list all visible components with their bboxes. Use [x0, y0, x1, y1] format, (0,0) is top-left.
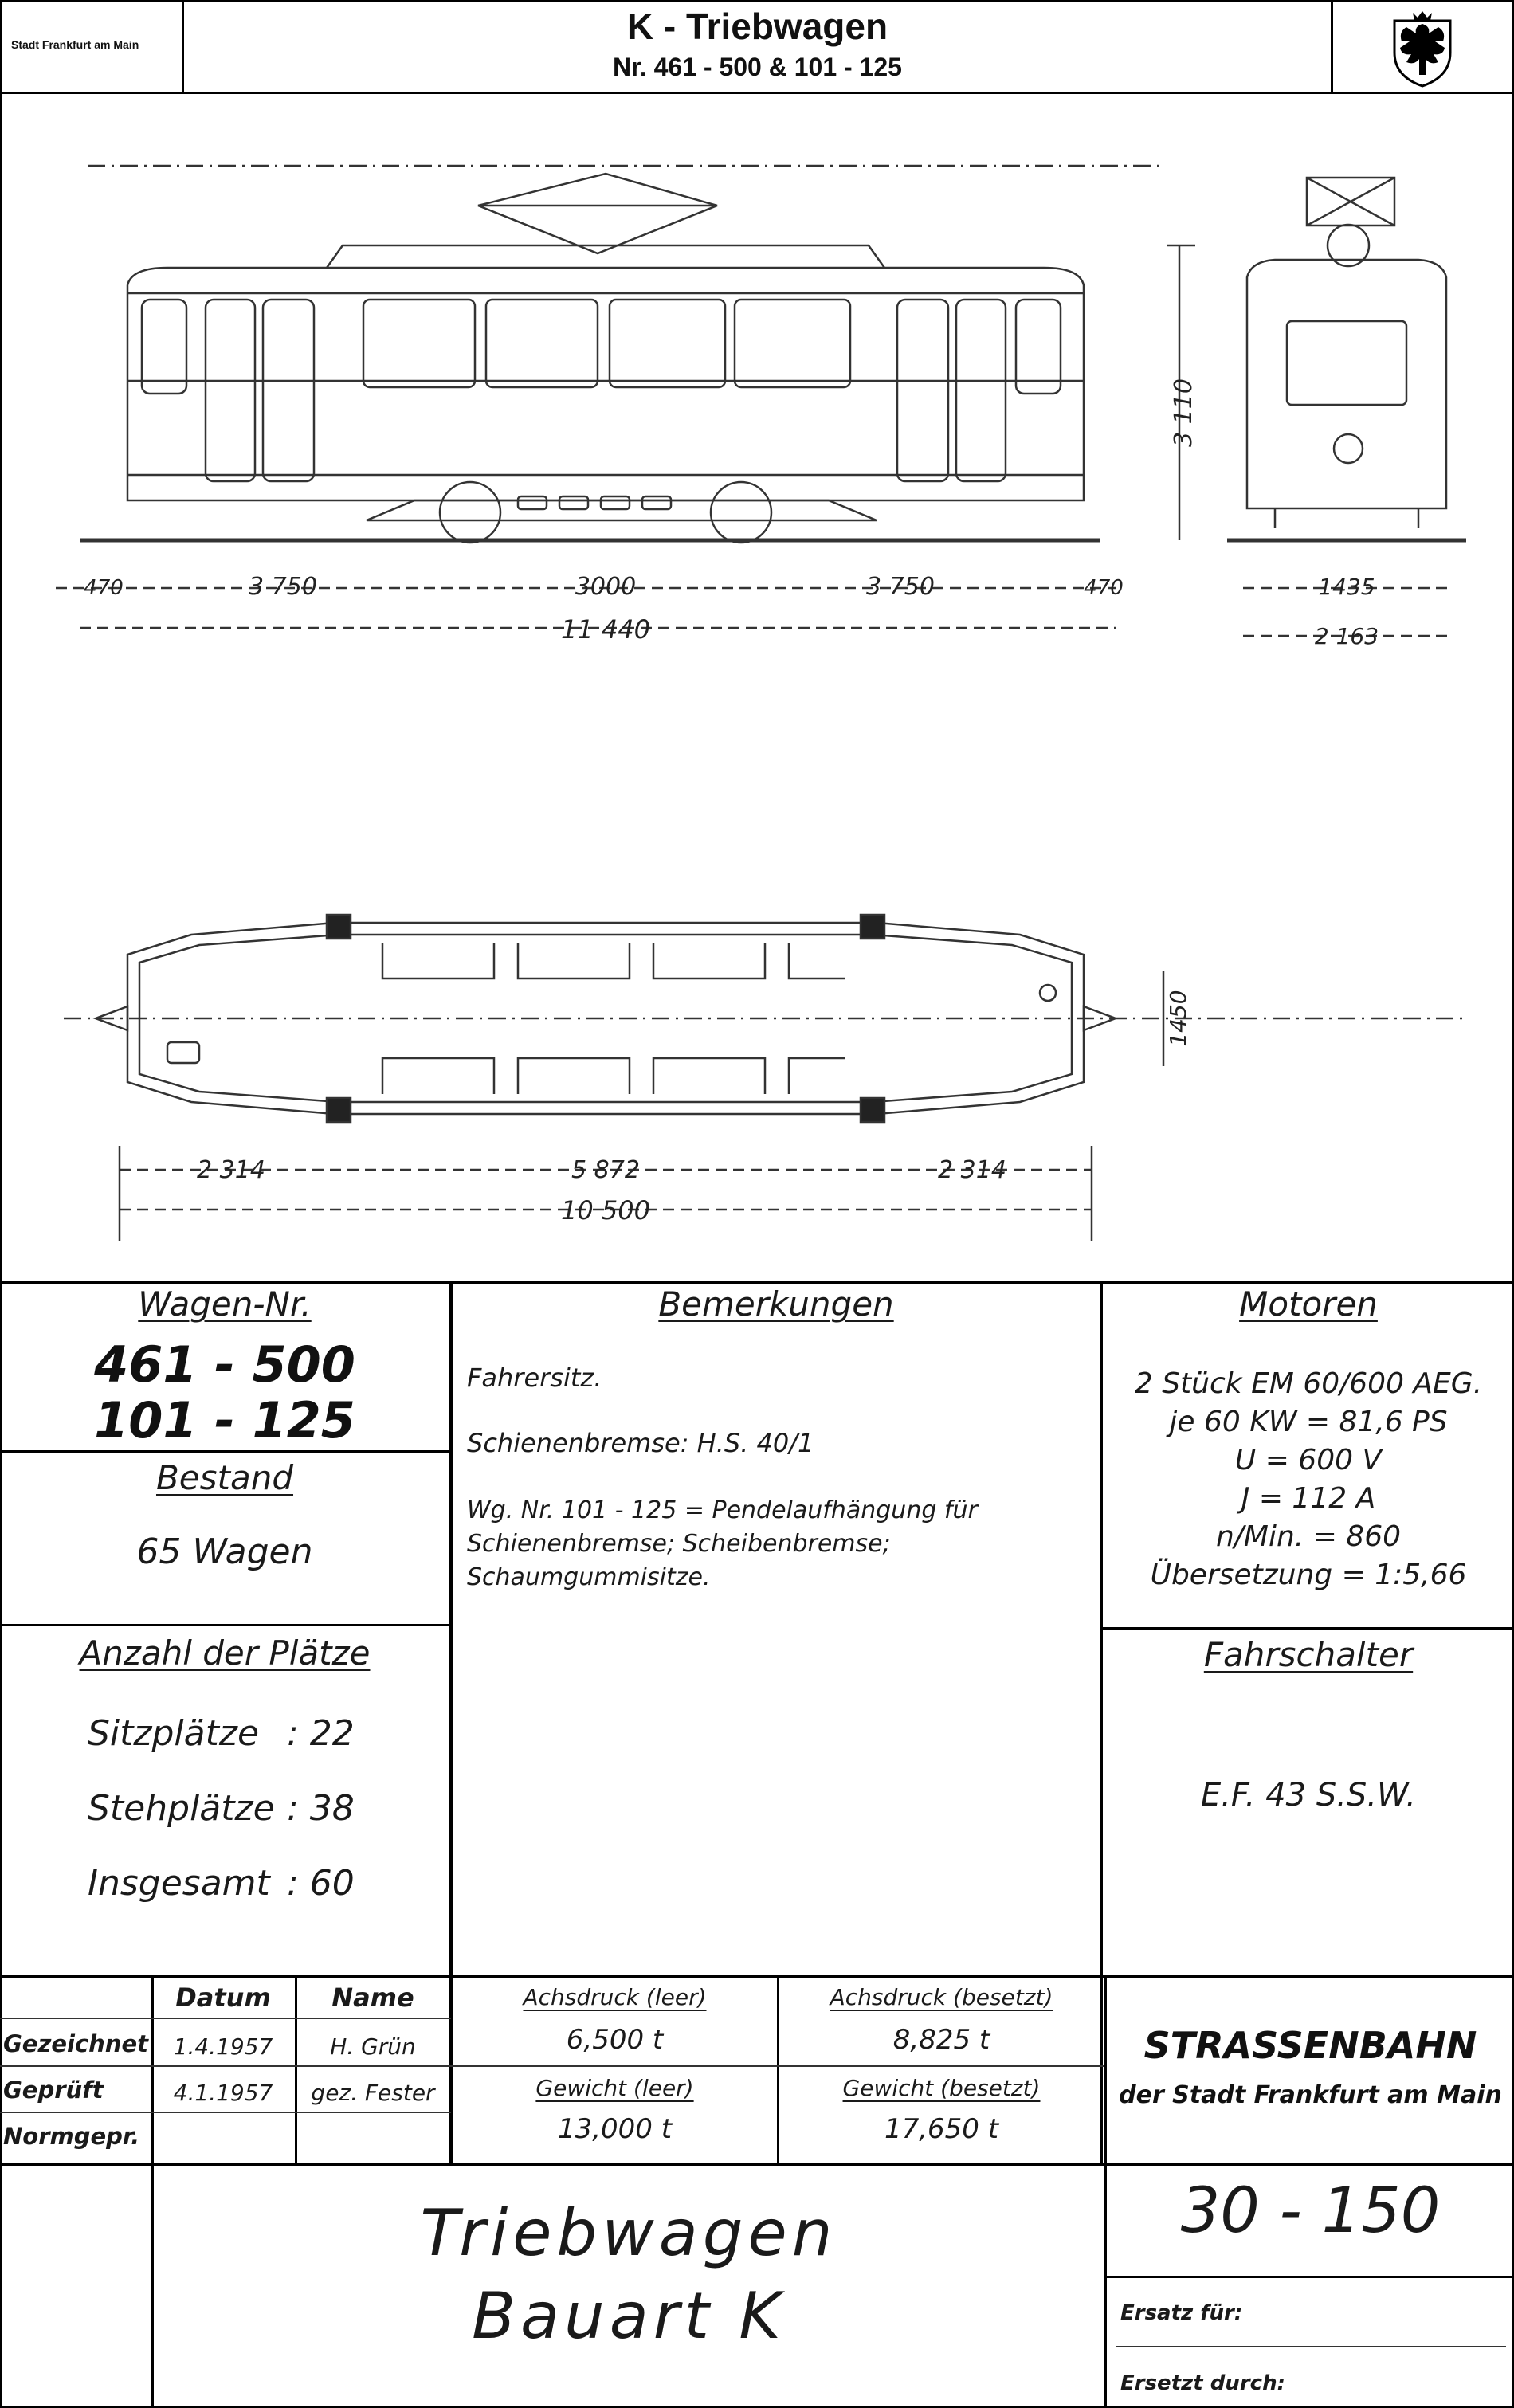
company-name: STRASSENBAHN [1143, 2024, 1477, 2067]
ersetzt-durch-label: Ersetzt durch: [1120, 2371, 1285, 2395]
bestand-label: Bestand [155, 1458, 294, 1497]
header-left-label: Stadt Frankfurt am Main [11, 38, 139, 51]
bemerkung-4: Schienenbremse; Scheibenbremse; [467, 1530, 891, 1558]
front-dim-track: 1435 [1318, 574, 1375, 600]
motoren-line-6: Übersetzung = 1:5,66 [1150, 1559, 1467, 1591]
side-dim-1: 470 [84, 576, 124, 600]
wagen-nr-label: Wagen-Nr. [138, 1284, 312, 1324]
plaetze-label: Anzahl der Plätze [79, 1633, 371, 1673]
drawing-number: 30 - 150 [1180, 2175, 1441, 2247]
company-city: der Stadt Frankfurt am Main [1119, 2081, 1502, 2109]
side-dim-2: 3 750 [249, 573, 317, 601]
ersatz-fuer-label: Ersatz für: [1120, 2301, 1243, 2325]
bemerkungen-label: Bemerkungen [658, 1284, 894, 1324]
col-name-header: Name [331, 1982, 414, 2013]
side-height-label: 3 110 [1170, 378, 1198, 447]
sitzplaetze-value: : 22 [287, 1713, 355, 1754]
insgesamt-value: : 60 [287, 1863, 355, 1904]
bestand-value: 65 Wagen [136, 1531, 313, 1572]
sitzplaetze-label: Sitzplätze [88, 1713, 260, 1754]
page-title: K - Triebwagen [626, 6, 888, 47]
achsdruck-besetzt-label: Achsdruck (besetzt) [830, 1984, 1053, 2010]
plan-width-dim: 1450 [1165, 990, 1191, 1047]
gewicht-besetzt-label: Gewicht (besetzt) [842, 2075, 1041, 2101]
row-normgepr-label: Normgepr. [3, 2123, 140, 2150]
achsdruck-besetzt-value: 8,825 t [892, 2024, 990, 2056]
gewicht-besetzt-value: 17,650 t [884, 2113, 999, 2145]
bemerkung-1: Fahrersitz. [467, 1363, 602, 1393]
insgesamt-label: Insgesamt [88, 1863, 270, 1904]
frankfurt-eagle-crest-icon [1383, 6, 1462, 88]
fahrschalter-value: E.F. 43 S.S.W. [1200, 1777, 1417, 1814]
side-total-dim: 11 440 [561, 614, 650, 645]
stehplaetze-value: : 38 [287, 1788, 355, 1829]
page-subtitle: Nr. 461 - 500 & 101 - 125 [613, 53, 902, 81]
motoren-line-3: U = 600 V [1234, 1444, 1383, 1477]
row-geprueft-datum: 4.1.1957 [173, 2080, 273, 2106]
wagen-nr-line2: 101 - 125 [94, 1391, 355, 1449]
front-dim-width: 2 163 [1314, 623, 1379, 649]
side-dim-3: 3000 [575, 573, 637, 601]
achsdruck-leer-value: 6,500 t [566, 2024, 664, 2056]
drawing-title-line1: Triebwagen [420, 2196, 837, 2270]
wagen-nr-line1: 461 - 500 [94, 1335, 355, 1394]
plan-dim-2: 5 872 [571, 1156, 640, 1184]
row-gezeichnet-name: H. Grün [330, 2033, 416, 2060]
side-dim-4: 3 750 [866, 573, 935, 601]
bemerkung-5: Schaumgummisitze. [467, 1563, 711, 1591]
side-dim-5: 470 [1084, 576, 1124, 600]
row-geprueft-label: Geprüft [3, 2077, 104, 2104]
row-gezeichnet-label: Gezeichnet [3, 2030, 148, 2057]
motoren-line-1: 2 Stück EM 60/600 AEG. [1134, 1367, 1483, 1400]
plan-dim-3: 2 314 [938, 1156, 1006, 1184]
col-datum-header: Datum [175, 1982, 271, 2013]
drawing-title-line2: Bauart K [472, 2279, 786, 2353]
achsdruck-leer-label: Achsdruck (leer) [523, 1984, 707, 2010]
stehplaetze-label: Stehplätze [88, 1788, 275, 1829]
motoren-line-5: n/Min. = 860 [1215, 1520, 1402, 1553]
bemerkung-3: Wg. Nr. 101 - 125 = Pendelaufhängung für [467, 1496, 978, 1524]
plan-dim-1: 2 314 [197, 1156, 265, 1184]
motoren-label: Motoren [1239, 1284, 1378, 1324]
bemerkung-2: Schienenbremse: H.S. 40/1 [467, 1428, 814, 1458]
plan-total-dim: 10 500 [561, 1195, 650, 1226]
row-geprueft-name: gez. Fester [311, 2080, 435, 2106]
row-gezeichnet-datum: 1.4.1957 [173, 2033, 273, 2060]
fahrschalter-label: Fahrschalter [1203, 1635, 1414, 1674]
motoren-line-2: je 60 KW = 81,6 PS [1169, 1406, 1448, 1438]
gewicht-leer-value: 13,000 t [557, 2113, 673, 2145]
gewicht-leer-label: Gewicht (leer) [535, 2075, 694, 2101]
technical-drawing [0, 94, 1514, 1281]
motoren-line-4: J = 112 A [1241, 1482, 1376, 1515]
